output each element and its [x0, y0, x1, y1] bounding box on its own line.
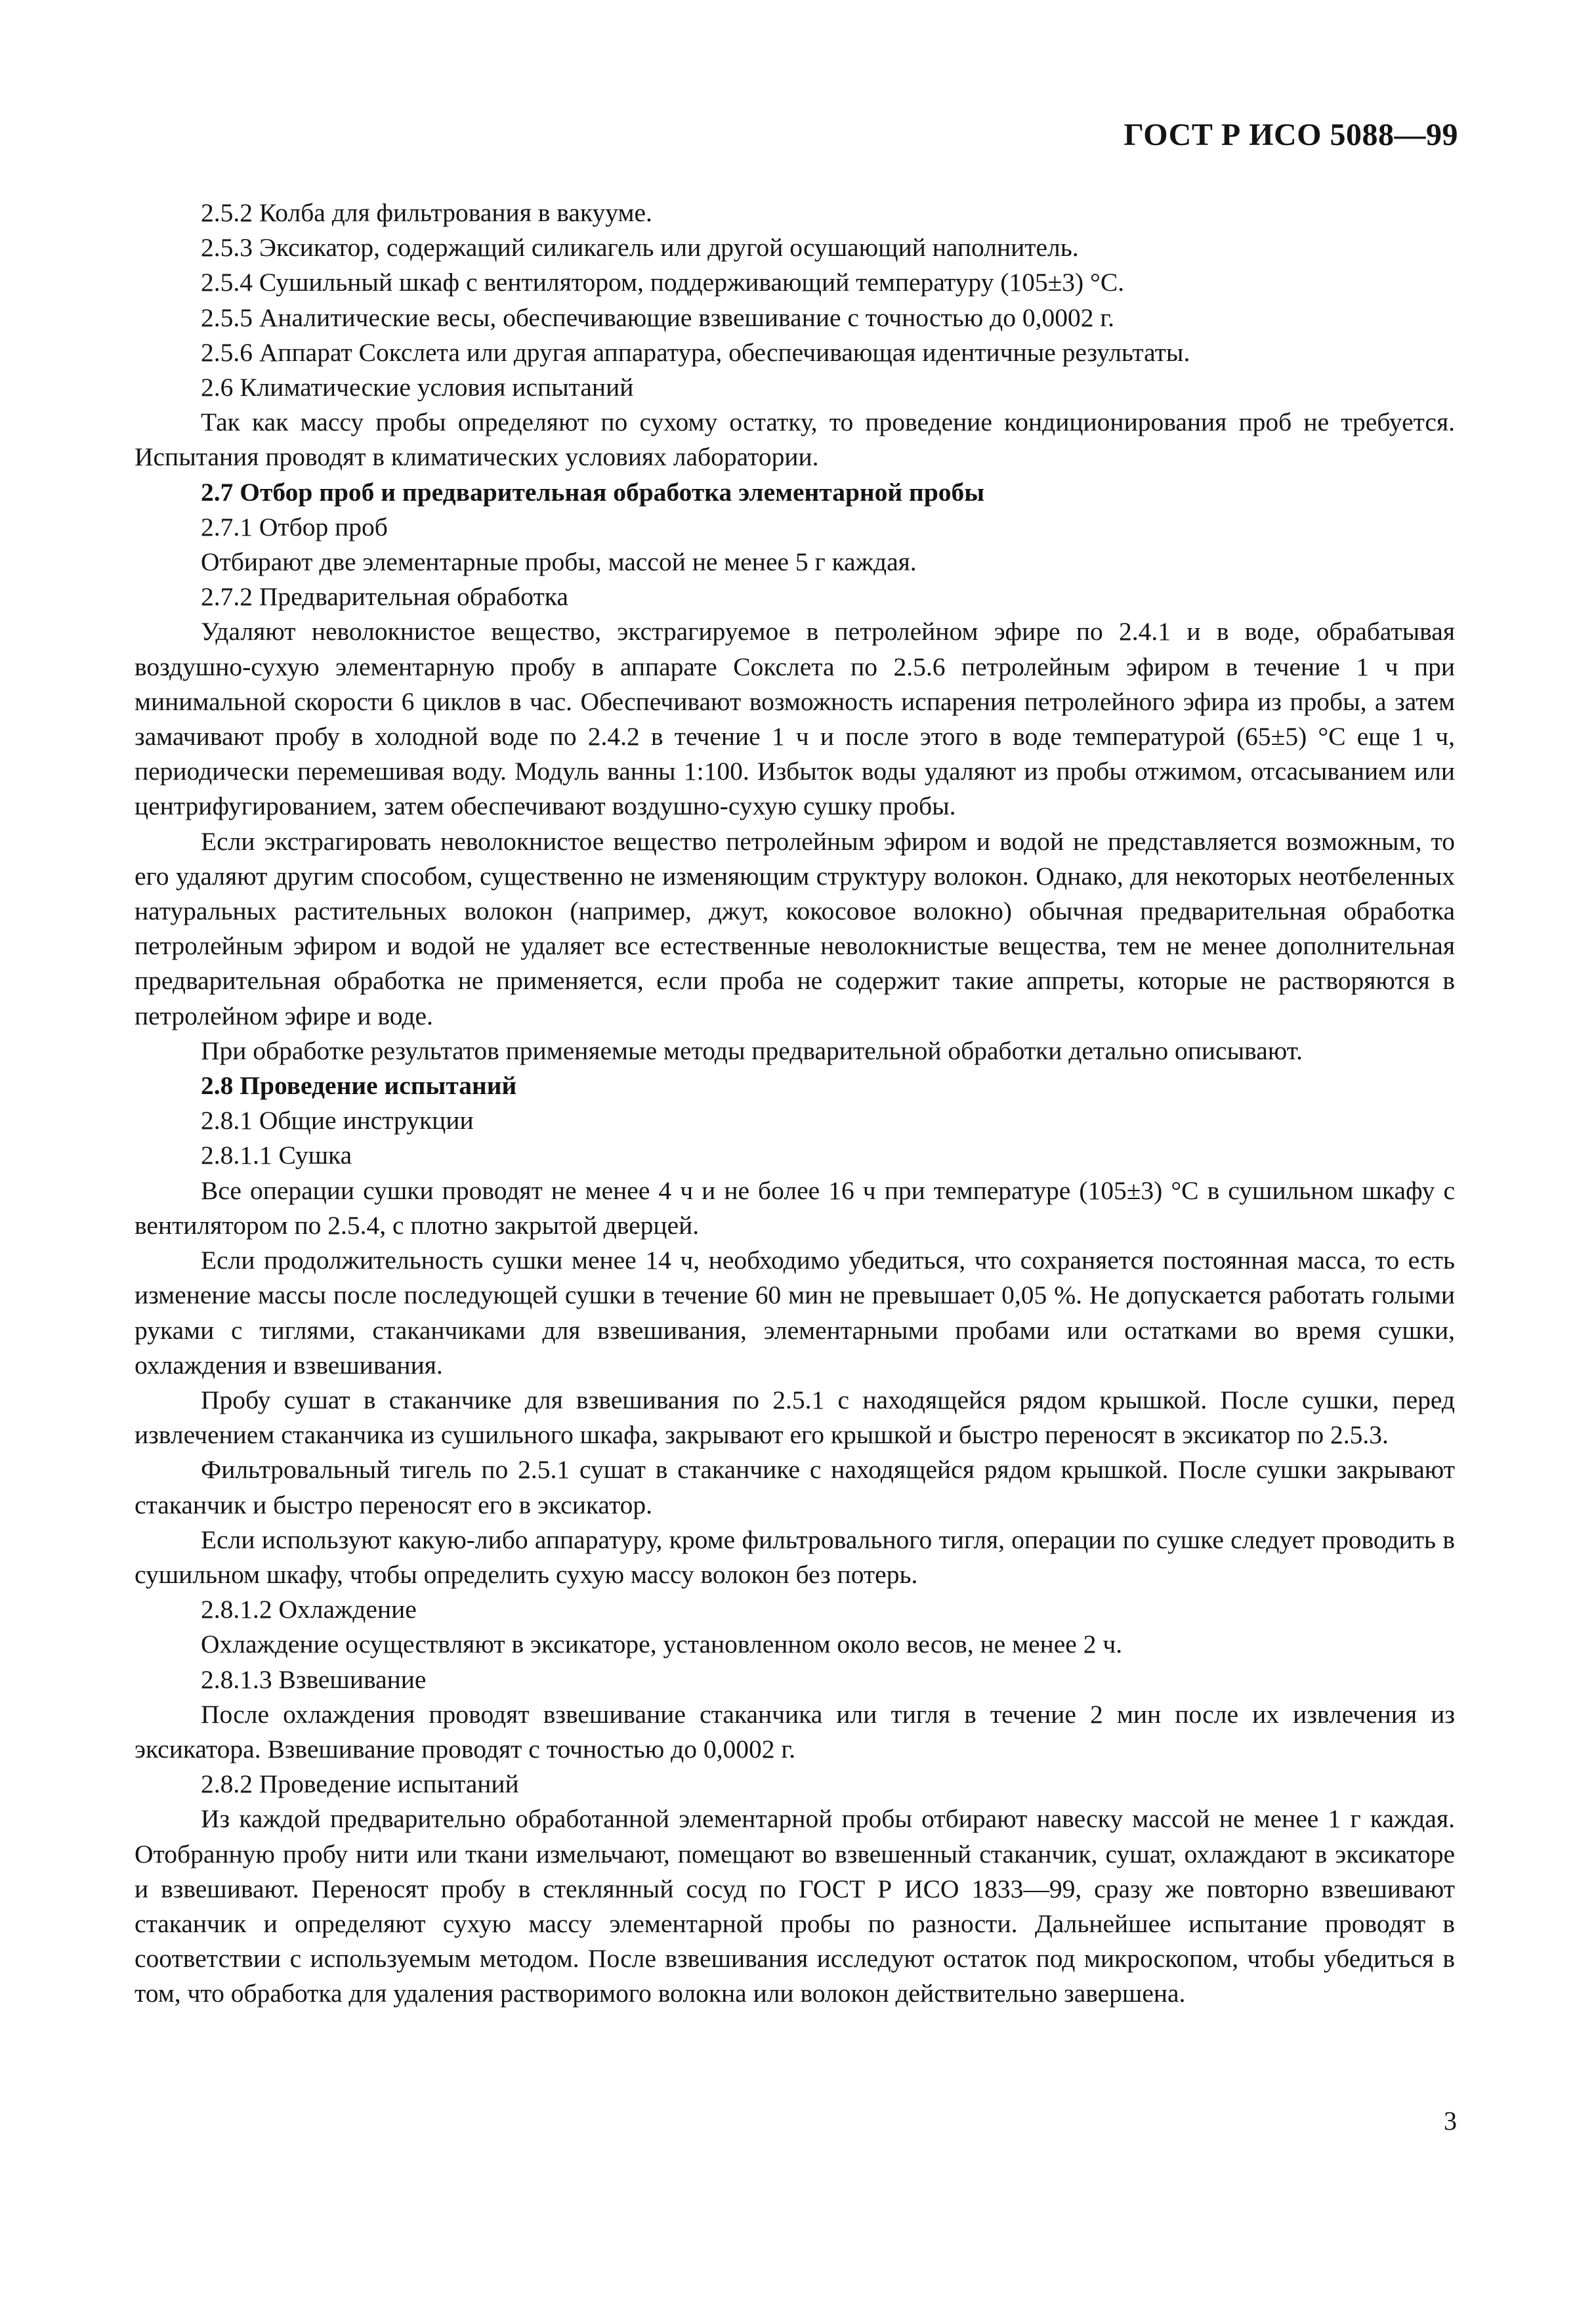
paragraph: Пробу сушат в стаканчике для взвешивания по 2.5.1 с находящейся рядом крышкой. После сушки, перед извлечением стаканчика из сушильного шкафа, закрывают его крышкой и быстро переносят в эксикатор по 2.5.3.: [135, 1385, 1455, 1450]
paragraph: 2.5.5 Аналитические весы, обеспечивающие взвешивание с точностью до 0,0002 г.: [201, 303, 1115, 332]
paragraph: 2.5.6 Аппарат Сокслета или другая аппаратура, обеспечивающая идентичные результаты.: [201, 337, 1190, 367]
paragraph: Все операции сушки проводят не менее 4 ч и не более 16 ч при температуре (105±3) °С в сушильном шкафу с вентилятором по 2.5.4, с плотно закрытой дверцей.: [135, 1175, 1455, 1240]
paragraph: Из каждой предварительно обработанной элементарной пробы отбирают навеску массой не менее 1 г каждая. Отобранную пробу нити или ткани измельчают, помещают во взвешенный стаканчик, сушат, охлаждают в эксикаторе и взвешивают. Переносят пробу в стеклянный сосуд по ГОСТ Р ИСО 1833—99, сразу же повторно взвешивают стаканчик и определяют сухую массу элементарной пробы по разности. Дальнейшее испытание проводят в соответствии с используемым методом. После взвешивания исследуют остаток под микроскопом, чтобы убедиться в том, что обработка для удаления растворимого волокна или волокон действительно завершена.: [135, 1804, 1455, 2008]
paragraph: Охлаждение осуществляют в эксикаторе, установленном около весов, не менее 2 ч.: [201, 1630, 1123, 1659]
paragraph: Если используют какую-либо аппаратуру, кроме фильтровального тигля, операции по сушке следует проводить в сушильном шкафу, чтобы определить сухую массу волокон без потерь.: [135, 1525, 1455, 1589]
paragraph: 2.8.1.1 Сушка: [201, 1141, 352, 1170]
paragraph: 2.5.4 Сушильный шкаф с вентилятором, поддерживающий температуру (105±3) °С.: [201, 268, 1125, 297]
paragraph: 2.8.1.2 Охлаждение: [201, 1595, 417, 1624]
paragraph: Если продолжительность сушки менее 14 ч, необходимо убедиться, что сохраняется постоянная масса, то есть изменение массы после последующей сушки в течение 60 мин не превышает 0,05 %. Не допускается работать голыми руками с тиглями, стаканчиками для взвешивания, элементарными пробами или остатками во время сушки, охлаждения и взвешивания.: [135, 1246, 1455, 1380]
page-number: 3: [1444, 2106, 1457, 2136]
paragraph: Так как массу пробы определяют по сухому остатку, то проведение кондиционирования проб не требуется. Испытания проводят в климатических условиях лаборатории.: [135, 408, 1455, 472]
section-heading: 2.8 Проведение испытаний: [201, 1071, 517, 1101]
paragraph: 2.8.1 Общие инструкции: [201, 1106, 474, 1135]
paragraph: 2.8.2 Проведение испытаний: [201, 1769, 519, 1799]
paragraph: При обработке результатов применяемые методы предварительной обработки детально описывают.: [201, 1036, 1303, 1065]
paragraph: 2.7.1 Отбор проб: [201, 512, 388, 541]
paragraph: Удаляют неволокнистое вещество, экстрагируемое в петролейном эфире по 2.4.1 и в воде, обрабатывая воздушно-сухую элементарную пробу в аппарате Сокслета по 2.5.6 петролейным эфиром в течение 1 ч при минимальной скорости 6 циклов в час. Обеспечивают возможность испарения петролейного эфира из пробы, а затем замачивают пробу в холодной воде по 2.4.2 в течение 1 ч и после этого в воде температурой (65±5) °С еще 1 ч, периодически перемешивая воду. Модуль ванны 1:100. Избыток воды удаляют из пробы отжимом, отсасыванием или центрифугированием, затем обеспечивают воздушно-сухую сушку пробы.: [135, 617, 1455, 821]
paragraph: 2.5.3 Эксикатор, содержащий силикагель или другой осушающий наполнитель.: [201, 233, 1079, 263]
paragraph: Отбирают две элементарные пробы, массой не менее 5 г каждая.: [201, 547, 917, 577]
section-heading: 2.7 Отбор проб и предварительная обработка элементарной пробы: [201, 477, 985, 507]
paragraph: 2.6 Климатические условия испытаний: [201, 373, 634, 402]
page-header-standard-id: ГОСТ Р ИСО 5088—99: [1124, 117, 1458, 152]
paragraph: Фильтровальный тигель по 2.5.1 сушат в стаканчике с находящейся рядом крышкой. После сушки закрывают стаканчик и быстро переносят его в эксикатор.: [135, 1455, 1455, 1519]
paragraph: 2.5.2 Колба для фильтрования в вакууме.: [201, 198, 652, 227]
paragraph: 2.7.2 Предварительная обработка: [201, 582, 568, 612]
paragraph: После охлаждения проводят взвешивание стаканчика или тигля в течение 2 мин после их извлечения из эксикатора. Взвешивание проводят с точностью до 0,0002 г.: [135, 1699, 1455, 1764]
paragraph: 2.8.1.3 Взвешивание: [201, 1664, 427, 1694]
paragraph: Если экстрагировать неволокнистое вещество петролейным эфиром и водой не представляется возможным, то его удаляют другим способом, существенно не изменяющим структуру волокон. Однако, для некоторых неотбеленных натуральных растительных волокон (например, джут, кокосовое волокно) обычная предварительная обработка петролейным эфиром и водой не удаляет все естественные неволокнистые вещества, тем не менее дополнительная предварительная обработка не применяется, если проба не содержит такие аппреты, которые не растворяются в петролейном эфире и воде.: [135, 826, 1455, 1030]
document-body: [135, 196, 1455, 2012]
